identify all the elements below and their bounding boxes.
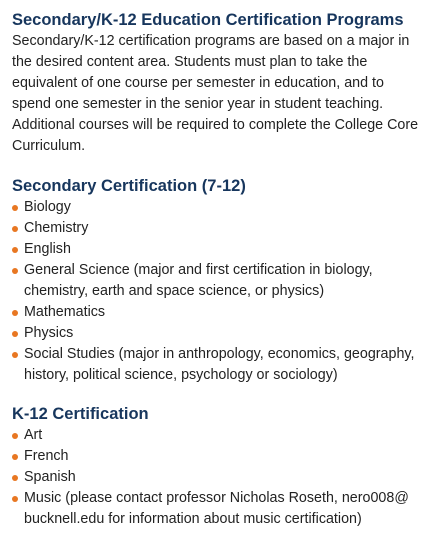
list-item-french	[12, 446, 421, 467]
bullet-icon	[12, 331, 18, 337]
list-item-social-studies	[12, 344, 421, 386]
bullet-icon	[12, 205, 18, 211]
list-item-chemistry	[12, 218, 421, 239]
bullet-icon	[12, 496, 18, 502]
list-item-label: Spanish	[24, 469, 76, 485]
bullet-icon	[12, 433, 18, 439]
list-item-mathematics	[12, 302, 421, 323]
bullet-icon	[12, 226, 18, 232]
bullet-icon	[12, 310, 18, 316]
list-item-spanish	[12, 467, 421, 488]
k12-certification-list	[12, 425, 421, 530]
secondary-certification-heading: Secondary Certification (7-12)	[12, 177, 246, 195]
programs-description: Secondary/K-12 certification programs are based on a major in the desired content area. Students must plan to take the equivalent of one course per semester in education, and to spend one semester in the senior year in student teaching. Additional courses will be required to complete the College Core Curriculum.	[12, 33, 419, 154]
list-item-label: Social Studies (major in anthropology, economics, geography, history, political science, psychology or sociology)	[24, 346, 415, 383]
bullet-icon	[12, 268, 18, 274]
list-item-general-science	[12, 260, 421, 302]
bullet-icon	[12, 352, 18, 358]
list-item-label: Biology	[24, 199, 71, 215]
list-item-label: Music (please contact professor Nicholas Roseth, nero008@ bucknell.edu for information about music certification)	[24, 490, 409, 527]
list-item-label: General Science (major and first certification in biology, chemistry, earth and space science, or physics)	[24, 262, 373, 299]
list-item-label: Physics	[24, 325, 74, 341]
bullet-icon	[12, 475, 18, 481]
k12-certification-heading: K-12 Certification	[12, 405, 149, 423]
list-item-english	[12, 239, 421, 260]
list-item-label: Art	[24, 427, 43, 443]
list-item-label: French	[24, 448, 69, 464]
secondary-certification-list	[12, 197, 421, 386]
list-item-label: Mathematics	[24, 304, 106, 320]
list-item-label: English	[24, 241, 71, 257]
bullet-icon	[12, 454, 18, 460]
list-item-biology	[12, 197, 421, 218]
list-item-physics	[12, 323, 421, 344]
list-item-art	[12, 425, 421, 446]
list-item-music	[12, 488, 421, 530]
bullet-icon	[12, 247, 18, 253]
list-item-label: Chemistry	[24, 220, 89, 236]
programs-heading: Secondary/K-12 Education Certification Programs	[12, 11, 404, 29]
